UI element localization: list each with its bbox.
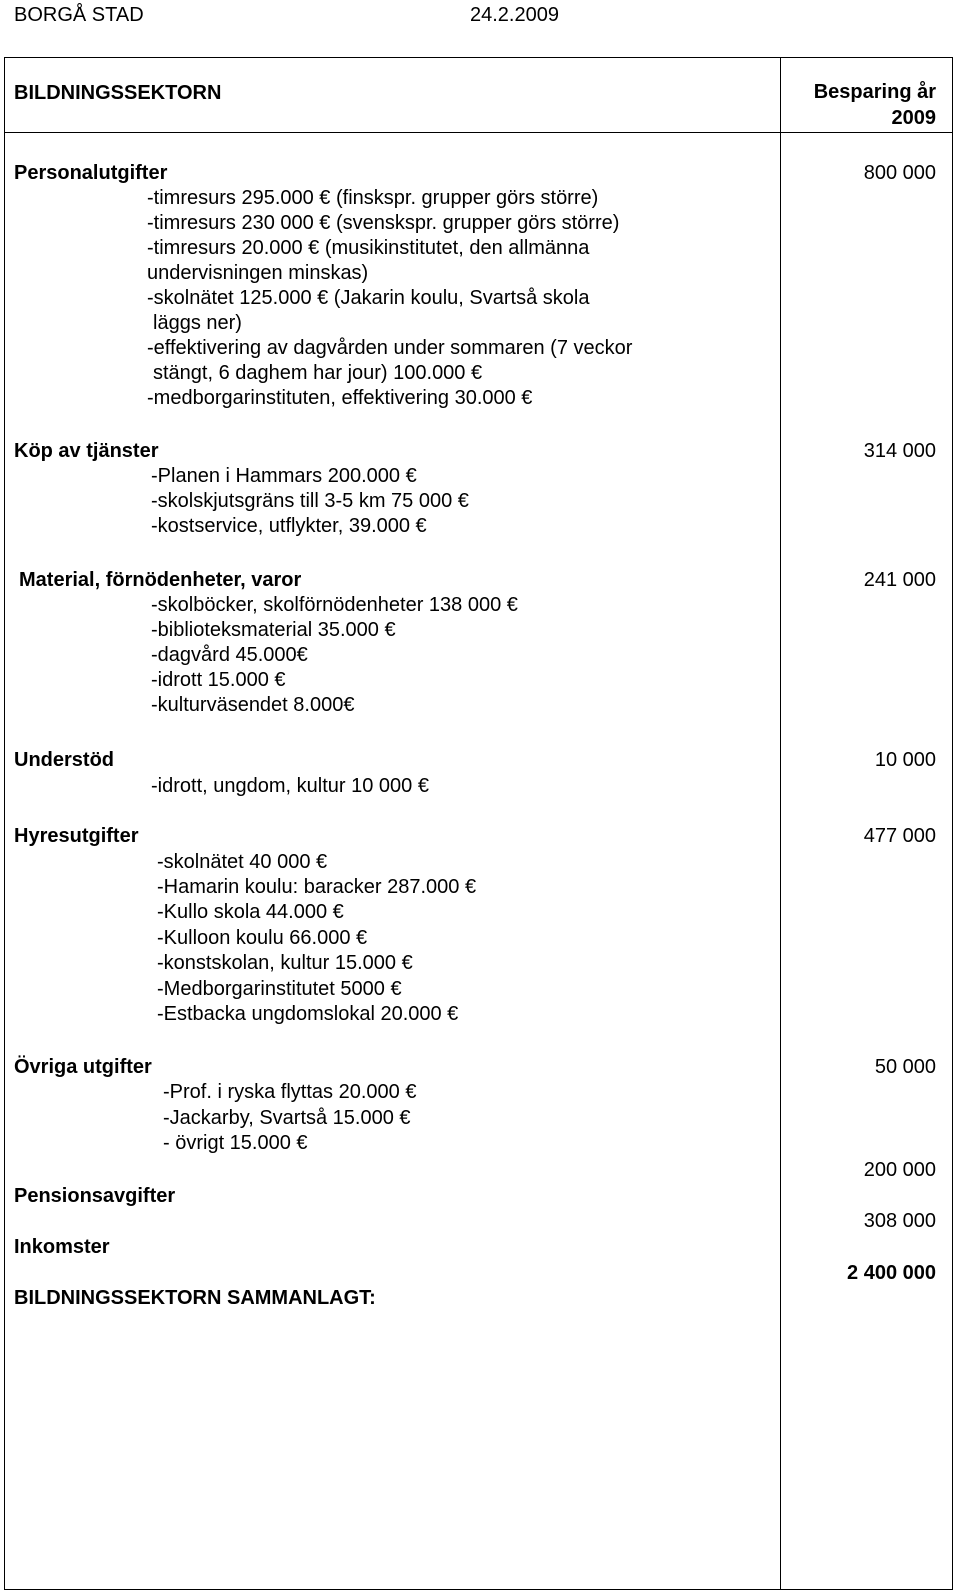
line-item: -Kulloon koulu 66.000 €	[157, 927, 368, 949]
section-amount-ovriga-utgifter: 50 000	[874, 1056, 936, 1078]
section-title-pensionsavgifter: Pensionsavgifter	[14, 1185, 176, 1207]
section-title-inkomster: Inkomster	[14, 1236, 110, 1258]
line-item: -skolskjutsgräns till 3-5 km 75 000 €	[151, 490, 469, 512]
line-item: -skolnätet 125.000 € (Jakarin koulu, Svartså skola	[147, 287, 590, 309]
section-amount-inkomster: 308 000	[863, 1210, 936, 1232]
savings-column-header-line1: Besparing år	[813, 81, 936, 103]
line-item: -medborgarinstituten, effektivering 30.000 €	[147, 387, 533, 409]
sector-title: BILDNINGSSEKTORN	[14, 82, 222, 104]
line-item: -Jackarby, Svartså 15.000 €	[163, 1107, 411, 1129]
line-item: - övrigt 15.000 €	[163, 1132, 308, 1154]
column-divider	[780, 58, 781, 1589]
total-label: BILDNINGSSEKTORN SAMMANLAGT:	[14, 1287, 376, 1309]
section-title-personalutgifter: Personalutgifter	[14, 162, 168, 184]
line-item: -dagvård 45.000€	[151, 644, 308, 666]
line-item: stängt, 6 daghem har jour) 100.000 €	[153, 362, 483, 384]
section-title-material: Material, förnödenheter, varor	[19, 569, 302, 591]
section-title-hyresutgifter: Hyresutgifter	[14, 825, 139, 847]
line-item: -Prof. i ryska flyttas 20.000 €	[163, 1081, 417, 1103]
line-item: -timresurs 295.000 € (finskspr. grupper görs större)	[147, 187, 599, 209]
section-amount-material: 241 000	[863, 569, 936, 591]
organization-name: BORGÅ STAD	[14, 4, 144, 26]
line-item: -timresurs 20.000 € (musikinstitutet, den allmänna	[147, 237, 590, 259]
line-item: -Hamarin koulu: baracker 287.000 €	[157, 876, 477, 898]
section-amount-hyresutgifter: 477 000	[863, 825, 936, 847]
line-item: -Planen i Hammars 200.000 €	[151, 465, 417, 487]
document-date: 24.2.2009	[470, 4, 559, 26]
section-title-ovriga-utgifter: Övriga utgifter	[14, 1056, 152, 1078]
section-title-kop-av-tjanster: Köp av tjänster	[14, 440, 159, 462]
line-item: -idrott 15.000 €	[151, 669, 286, 691]
line-item: -biblioteksmaterial 35.000 €	[151, 619, 396, 641]
line-item: -idrott, ungdom, kultur 10 000 €	[151, 775, 429, 797]
line-item: -kostservice, utflykter, 39.000 €	[151, 515, 427, 537]
section-title-understod: Understöd	[14, 749, 114, 771]
savings-column-header-line2: 2009	[891, 107, 936, 129]
line-item: -Kullo skola 44.000 €	[157, 901, 344, 923]
header-divider	[5, 132, 952, 133]
line-item: -konstskolan, kultur 15.000 €	[157, 952, 413, 974]
line-item: -timresurs 230 000 € (svenskspr. grupper görs större)	[147, 212, 620, 234]
line-item: -skolnätet 40 000 €	[157, 851, 328, 873]
line-item: -Medborgarinstitutet 5000 €	[157, 978, 402, 1000]
section-amount-kop-av-tjanster: 314 000	[863, 440, 936, 462]
line-item: läggs ner)	[153, 312, 242, 334]
savings-table	[4, 57, 953, 1590]
savings-column-header	[814, 79, 936, 131]
line-item: undervisningen minskas)	[147, 262, 369, 284]
section-amount-personalutgifter: 800 000	[863, 162, 936, 184]
section-amount-understod: 10 000	[874, 749, 936, 771]
section-amount-pensionsavgifter: 200 000	[863, 1159, 936, 1181]
line-item: -skolböcker, skolförnödenheter 138 000 €	[151, 594, 518, 616]
line-item: -Estbacka ungdomslokal 20.000 €	[157, 1003, 459, 1025]
line-item: -effektivering av dagvården under sommaren (7 veckor	[147, 337, 633, 359]
total-amount: 2 400 000	[847, 1262, 936, 1284]
line-item: -kulturväsendet 8.000€	[151, 694, 355, 716]
